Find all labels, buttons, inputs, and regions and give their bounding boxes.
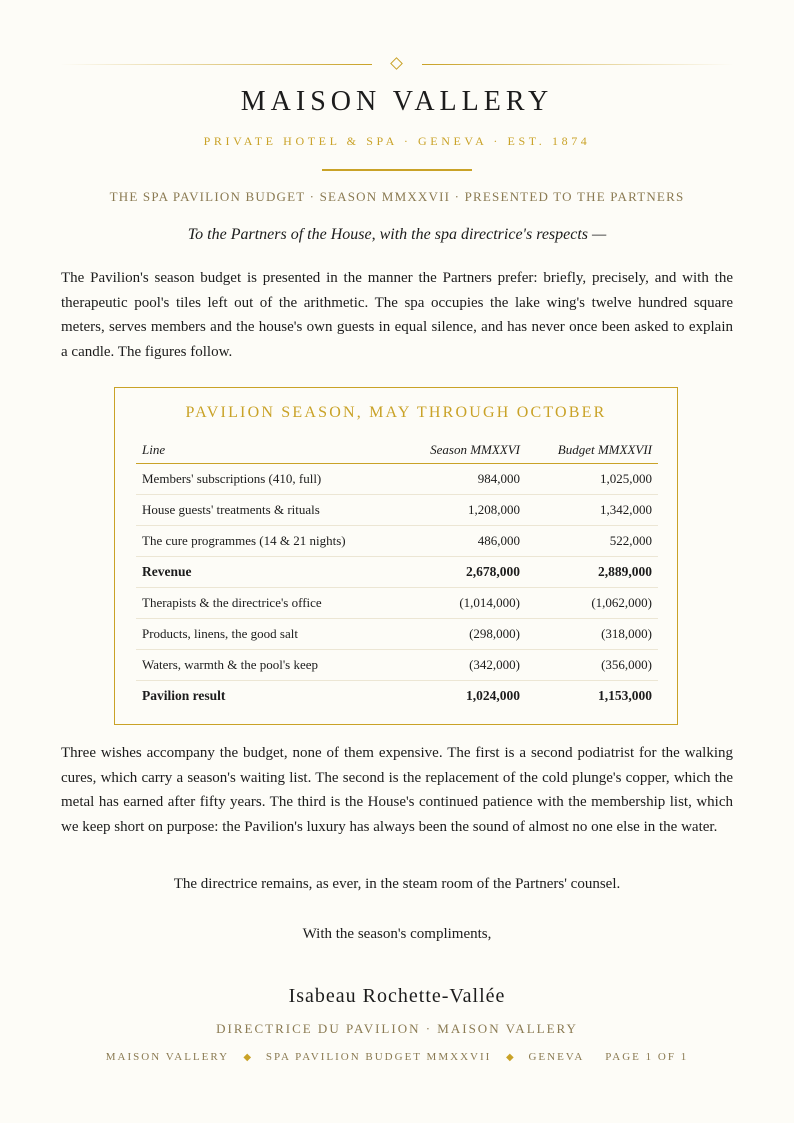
row-season-value: (298,000) bbox=[406, 619, 526, 650]
table-row bbox=[136, 588, 658, 619]
row-season-value: (342,000) bbox=[406, 650, 526, 681]
row-season-value: 1,024,000 bbox=[466, 688, 520, 703]
row-budget-value: 1,342,000 bbox=[526, 495, 658, 526]
footer-document: SPA PAVILION BUDGET MMXXVII bbox=[265, 1051, 492, 1063]
diamond-icon bbox=[390, 57, 403, 70]
row-budget-value: 522,000 bbox=[526, 526, 658, 557]
budget-panel bbox=[114, 387, 678, 725]
intro-paragraph: The Pavilion's season budget is presented in the manner the Partners prefer: briefly, precisely, and with the therapeutic pool's tiles left out of the arithmetic. The spa occupies the lake wing's twelve hundred square meters, serves members and the house's own guests in equal silence, and has never once been asked to explain a candle. The figures follow. bbox=[61, 270, 733, 360]
footer-city: GENEVA bbox=[528, 1051, 584, 1063]
row-season-value: 486,000 bbox=[406, 526, 526, 557]
budget-table bbox=[136, 436, 658, 711]
row-budget-value: 1,025,000 bbox=[526, 464, 658, 495]
row-season-value: 1,208,000 bbox=[406, 495, 526, 526]
row-label: The cure programmes (14 & 21 nights) bbox=[136, 526, 406, 557]
ornament-line-right bbox=[422, 64, 734, 65]
table-row bbox=[136, 495, 658, 526]
table-row bbox=[136, 650, 658, 681]
budget-rows bbox=[136, 464, 658, 712]
valediction: With the season's compliments, bbox=[302, 926, 492, 942]
row-budget-value: (1,062,000) bbox=[526, 588, 658, 619]
table-header-row bbox=[136, 436, 658, 464]
table-total-row bbox=[136, 557, 658, 588]
brand-name: MAISON VALLERY bbox=[240, 86, 554, 117]
row-label: Products, linens, the good salt bbox=[136, 619, 406, 650]
diamond-icon: ◆ bbox=[506, 1052, 514, 1063]
page-footer bbox=[0, 1051, 794, 1063]
wishes-paragraph: Three wishes accompany the budget, none of them expensive. The first is a second podiatrist for the walking cures, which carry a season's waiting list. The second is the replacement of the cold plunge's copper, which the metal has earned after fifty years. The third is the House's continued patience with the membership list, which we keep short on purpose: the Pavilion's luxury has always been the sound of almost no one else in the water. bbox=[61, 745, 733, 835]
brand-tagline: PRIVATE HOTEL & SPA · GENEVA · EST. 1874 bbox=[203, 134, 591, 148]
table-row bbox=[136, 619, 658, 650]
row-label: House guests' treatments & rituals bbox=[136, 495, 406, 526]
table-row bbox=[136, 464, 658, 495]
page-number: PAGE 1 OF 1 bbox=[605, 1051, 689, 1063]
row-budget-value: (318,000) bbox=[526, 619, 658, 650]
table-total-row bbox=[136, 681, 658, 712]
footer-brand: MAISON VALLERY bbox=[105, 1051, 229, 1063]
signatory-name: Isabeau Rochette-Vallée bbox=[288, 985, 506, 1007]
salutation: To the Partners of the House, with the spa directrice's respects — bbox=[187, 226, 607, 243]
row-season-value: 2,678,000 bbox=[406, 557, 526, 588]
column-header-budget: Budget MMXXVII bbox=[526, 436, 658, 464]
header-ornament bbox=[60, 56, 734, 72]
header-divider bbox=[322, 169, 472, 171]
row-season-value: 984,000 bbox=[406, 464, 526, 495]
closing-remark: The directrice remains, as ever, in the steam room of the Partners' counsel. bbox=[173, 876, 621, 892]
row-budget-value: (356,000) bbox=[526, 650, 658, 681]
document-subject: THE SPA PAVILION BUDGET · SEASON MMXXVII · PRESENTED TO THE PARTNERS bbox=[109, 189, 685, 204]
budget-title: PAVILION SEASON, MAY THROUGH OCTOBER bbox=[185, 404, 607, 421]
row-budget-value: 2,889,000 bbox=[526, 557, 658, 588]
column-header-line: Line bbox=[136, 436, 406, 464]
ornament-line-left bbox=[60, 64, 372, 65]
row-label: Therapists & the directrice's office bbox=[136, 588, 406, 619]
table-row bbox=[136, 526, 658, 557]
column-header-season: Season MMXXVI bbox=[406, 436, 526, 464]
row-label: Revenue bbox=[136, 557, 406, 588]
row-label: Pavilion result bbox=[142, 688, 226, 703]
row-season-value: (1,014,000) bbox=[406, 588, 526, 619]
signatory-title: DIRECTRICE DU PAVILION · MAISON VALLERY bbox=[216, 1021, 578, 1036]
diamond-icon: ◆ bbox=[243, 1052, 252, 1063]
row-label: Members' subscriptions (410, full) bbox=[136, 464, 406, 495]
row-label: Waters, warmth & the pool's keep bbox=[136, 650, 406, 681]
row-budget-value: 1,153,000 bbox=[598, 688, 652, 703]
